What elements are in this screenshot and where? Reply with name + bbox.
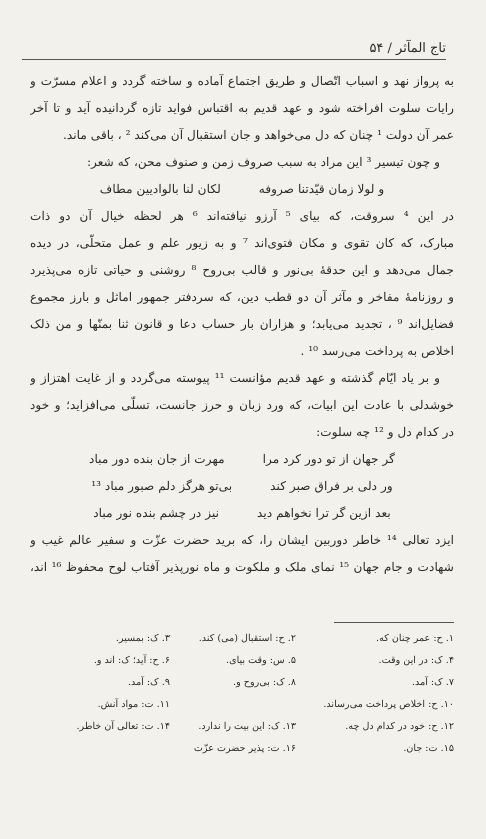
footnote-row [28, 650, 454, 672]
persian-verse [30, 500, 454, 527]
footnote: ۴. ک: در این وقت. [378, 655, 454, 666]
text-line: و بر یاد ایّام گذشته و عهد قدیم مؤانست ¹¹ پیوسته می‌گردد و از غایت اهتزاز و [30, 371, 440, 385]
verse-hemistich-right: بعد ازین گر ترا نخواهم دید [257, 506, 391, 520]
footnote: ۷. ک: آمد. [411, 677, 454, 688]
footnote: ۱۳. ک: این بیت را ندارد. [198, 721, 296, 732]
text-line: ایزد تعالی ¹⁴ خاطر دوربین ایشان را، که برید حضرت عزّت و سفیر عالم غیب و [30, 533, 454, 547]
persian-verse [30, 473, 454, 500]
verse-hemistich-left: لکان لنا بالوادیین مطاف [99, 182, 221, 196]
footnote: ۱۰. ح: اخلاص پرداخت می‌رساند. [323, 699, 454, 710]
arabic-verse [30, 176, 454, 203]
verse-hemistich-right: و لولا زمان قیّدتنا صروفه [258, 182, 385, 196]
text-line: به پرواز نهد و اسباب اتّصال و طریق اجتماع آماده و ساخته گردد و اعلام مسرّت و [30, 74, 454, 88]
verse-hemistich-left: بی‌تو هرگز دلم صبور مباد ¹³ [91, 479, 233, 493]
footnote-row [28, 628, 454, 650]
text-line: و چون تیسیر ³ این مراد به سبب صروف زمن و صنوف محن، که شعر: [86, 155, 440, 169]
footnote: ۱. ح: عمر چنان که. [376, 633, 454, 644]
running-title: تاج المآثر / ۵۴ [369, 41, 446, 56]
verse-hemistich-left: نیز در چشم بنده نور مباد [93, 506, 220, 520]
footnote-divider [334, 622, 454, 623]
footnote: ۶. ح: آید؛ ک: اند و. [93, 655, 170, 666]
verse-hemistich-right: گر جهان از تو دور کرد مرا [262, 452, 395, 466]
text-line: مبارک، که کان تقوی و مکان فتوی‌اند ⁷ و به زیور علم و عمل متحلّی، در دیده [30, 236, 454, 250]
text-line: جمال می‌دهد و این حدقهٔ بی‌نور و قالب بی‌روح ⁸ روشنی و حیاتی تازه می‌پذیرد [30, 263, 454, 277]
verse-hemistich-left: مهرت از جان بنده دور مباد [89, 452, 225, 466]
text-line: شهادت و جام جهان ¹⁵ نمای ملک و ملکوت و ماه نورپذیر آفتاب لوح محفوظ ¹⁶ اند، [30, 560, 454, 574]
footnote: ۳. ک: بمسیر. [115, 633, 170, 644]
text-line: در کدام دل و ¹² چه سلوت: [316, 425, 454, 439]
footnote: ۱۲. ح: خود در کدام دل چه. [345, 721, 454, 732]
main-text [30, 68, 454, 581]
footnote-row [28, 694, 454, 716]
page-header [22, 30, 446, 60]
text-line: در این ⁴ سروقت، که بیای ⁵ آرزو نیافته‌اند ⁶ هر لحظه خیال آن دو ذات [30, 209, 454, 223]
text-line: فضایل‌اند ⁹ ، تجدید می‌یابد؛ و هزاران بار حساب دعا و قانون ثنا بمنّها و من ذلک [30, 317, 454, 331]
text-line: و روزنامهٔ مفاخر و مآثر آن دو قطب دین، که سردفتر جمهور اماثل و بارز مجموع [30, 290, 454, 304]
footnote: ۱۱. ت: مواد آنش. [97, 699, 170, 710]
text-line: عمر آن دولت ¹ چنان که دل می‌خواهد و جان استقبال آن می‌کند ² ، باقی ماند. [63, 128, 454, 142]
footnotes [28, 628, 454, 760]
persian-verse [30, 446, 454, 473]
footnote: ۲. ح: استقبال (می) کند. [198, 633, 296, 644]
footnote: ۱۶. ت: پذیر حضرت عزّت [193, 743, 296, 754]
verse-hemistich-right: ور دلی بر فراق صبر کند [270, 479, 393, 493]
footnote-row [28, 738, 454, 760]
footnote-row [28, 672, 454, 694]
footnote: ۱۴. ت: تعالی آن خاطر. [76, 721, 170, 732]
text-line: خوشدلی با عادت این ابیات، که ورد زبان و حرز جانست، تسلّی می‌افزاید؛ و خود [30, 398, 454, 412]
text-line: رایات سلوت افراخته شود و عهد قدیم به اقتباس فواید تازه گردانیده آید و تا آخر [30, 101, 454, 115]
footnote: ۹. ک: آمد. [127, 677, 170, 688]
footnote: ۵. س: وقت بیای. [226, 655, 296, 666]
footnote: ۸. ک: بی‌روح و. [233, 677, 296, 688]
text-line: اخلاص به پرداخت می‌رسد ¹⁰ . [300, 344, 454, 358]
footnote: ۱۵. ت: جان. [403, 743, 454, 754]
footnote-row [28, 716, 454, 738]
